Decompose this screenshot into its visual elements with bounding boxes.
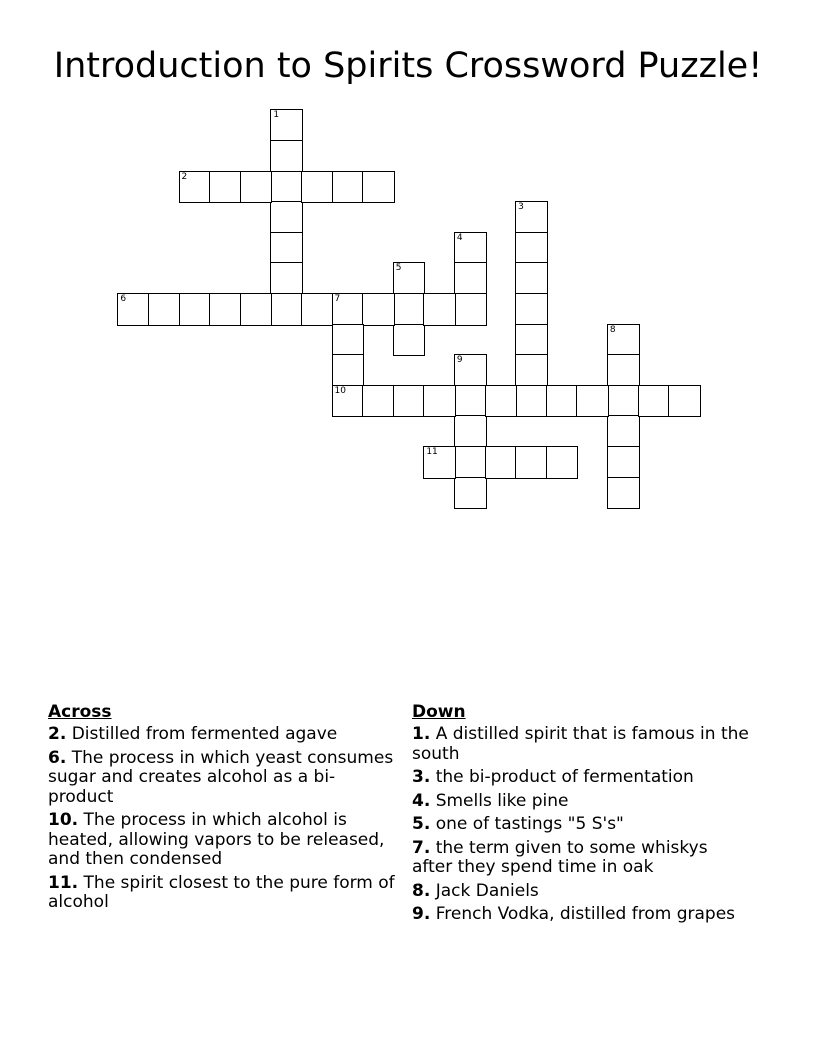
grid-cell[interactable] (454, 232, 487, 265)
grid-cell[interactable] (423, 446, 456, 479)
grid-cell[interactable] (454, 293, 487, 326)
grid-cell[interactable] (454, 415, 487, 448)
grid-cell[interactable] (332, 324, 365, 357)
clue-down-7 (412, 839, 752, 878)
grid-cell[interactable] (270, 140, 303, 173)
clue-text: A distilled spirit that is famous in the south (412, 724, 749, 764)
grid-cell[interactable] (240, 171, 273, 204)
clue-number: 6. (48, 747, 67, 768)
clue-text: the term given to some whiskys after they spend time in oak (412, 837, 708, 877)
grid-cell[interactable] (546, 446, 579, 479)
clue-number: 1. (412, 724, 431, 744)
grid-cell[interactable] (362, 293, 395, 326)
grid-cell[interactable] (270, 262, 303, 295)
clue-text: Smells like pine (435, 790, 569, 811)
grid-cell[interactable] (393, 293, 426, 326)
grid-cell[interactable] (546, 385, 579, 418)
grid-cell[interactable] (515, 201, 548, 234)
grid-cell[interactable] (515, 262, 548, 295)
grid-cell[interactable] (270, 201, 303, 234)
grid-cell[interactable] (332, 171, 365, 204)
grid-cell[interactable] (454, 262, 487, 295)
cell-number: 7 (334, 293, 341, 304)
grid-cell[interactable] (515, 293, 548, 326)
grid-cell[interactable] (454, 446, 487, 479)
clue-down-8 (412, 882, 752, 902)
clue-text: the bi-product of fermentation (435, 767, 694, 787)
grid-cell[interactable] (332, 385, 365, 418)
cell-number: 8 (609, 324, 616, 335)
clue-text: one of tastings "5 S's" (435, 814, 624, 834)
clue-number: 4. (412, 790, 431, 811)
grid-cell[interactable] (515, 385, 548, 418)
grid-cell[interactable] (607, 446, 640, 479)
grid-cell[interactable] (607, 477, 640, 510)
clue-text: The spirit closest to the pure form of alcohol (48, 872, 395, 912)
grid-cell[interactable] (332, 354, 365, 387)
clue-down-9 (412, 905, 752, 925)
cell-number: 4 (456, 232, 463, 243)
grid-cell[interactable] (393, 262, 426, 295)
grid-cell[interactable] (515, 232, 548, 265)
grid-cell[interactable] (209, 293, 242, 326)
grid-cell[interactable] (454, 385, 487, 418)
clue-text: The process in which alcohol is heated, allowing vapors to be released, and then condensed (48, 810, 385, 869)
clue-across-11 (48, 874, 400, 913)
grid-cell[interactable] (362, 385, 395, 418)
grid-cell[interactable] (607, 354, 640, 387)
across-heading: Across (48, 702, 112, 722)
grid-cell[interactable] (270, 109, 303, 142)
clue-number: 10. (48, 810, 79, 830)
grid-cell[interactable] (148, 293, 181, 326)
grid-cell[interactable] (270, 232, 303, 265)
cell-number: 6 (120, 293, 127, 304)
grid-cell[interactable] (668, 385, 701, 418)
grid-cell[interactable] (393, 324, 426, 357)
grid-cell[interactable] (362, 171, 395, 204)
grid-cell[interactable] (393, 385, 426, 418)
grid-cell[interactable] (485, 446, 518, 479)
clue-across-6 (48, 749, 400, 808)
cell-number: 3 (518, 202, 524, 213)
clue-down-4 (412, 792, 752, 812)
grid-cell[interactable] (240, 293, 273, 326)
grid-cell[interactable] (515, 354, 548, 387)
grid-cell[interactable] (270, 171, 303, 204)
clue-across-10 (48, 811, 400, 870)
cell-number: 10 (334, 385, 346, 396)
clue-number: 2. (48, 724, 67, 744)
grid-cell[interactable] (270, 293, 303, 326)
grid-cell[interactable] (515, 446, 548, 479)
grid-cell[interactable] (179, 171, 212, 204)
grid-cell[interactable] (301, 293, 334, 326)
clue-number: 7. (412, 837, 431, 858)
grid-cell[interactable] (607, 415, 640, 448)
clue-number: 8. (412, 880, 431, 901)
grid-cell[interactable] (209, 171, 242, 204)
grid-cell[interactable] (454, 477, 487, 510)
grid-cell[interactable] (485, 385, 518, 418)
clue-text: French Vodka, distilled from grapes (435, 904, 736, 924)
clue-text: Distilled from fermented agave (71, 724, 338, 744)
clue-number: 5. (412, 814, 431, 834)
down-clues (412, 702, 752, 929)
grid-cell[interactable] (301, 171, 334, 204)
down-heading: Down (412, 702, 466, 722)
clue-down-1 (412, 725, 752, 764)
grid-cell[interactable] (454, 354, 487, 387)
cell-number: 1 (273, 110, 280, 121)
grid-cell[interactable] (607, 385, 640, 418)
clue-number: 9. (412, 904, 431, 924)
clue-text: The process in which yeast consumes sugar and creates alcohol as a bi-product (48, 747, 394, 807)
clue-number: 3. (412, 767, 431, 787)
grid-cell[interactable] (117, 293, 150, 326)
grid-cell[interactable] (607, 324, 640, 357)
clue-down-5 (412, 815, 752, 835)
grid-cell[interactable] (423, 293, 456, 326)
clue-down-3 (412, 768, 752, 788)
clue-across-2 (48, 725, 400, 745)
grid-cell[interactable] (332, 293, 365, 326)
clue-text: Jack Daniels (435, 880, 539, 901)
grid-cell[interactable] (423, 385, 456, 418)
across-clues (48, 702, 400, 917)
grid-cell[interactable] (179, 293, 212, 326)
cell-number: 9 (456, 355, 463, 366)
cell-number: 5 (395, 263, 402, 274)
cell-number: 2 (181, 171, 188, 182)
clue-number: 11. (48, 872, 79, 893)
cell-number: 11 (426, 446, 438, 457)
puzzle-title: Introduction to Spirits Crossword Puzzle! (53, 46, 763, 86)
grid-cell[interactable] (576, 385, 609, 418)
grid-cell[interactable] (515, 324, 548, 357)
grid-cell[interactable] (638, 385, 671, 418)
